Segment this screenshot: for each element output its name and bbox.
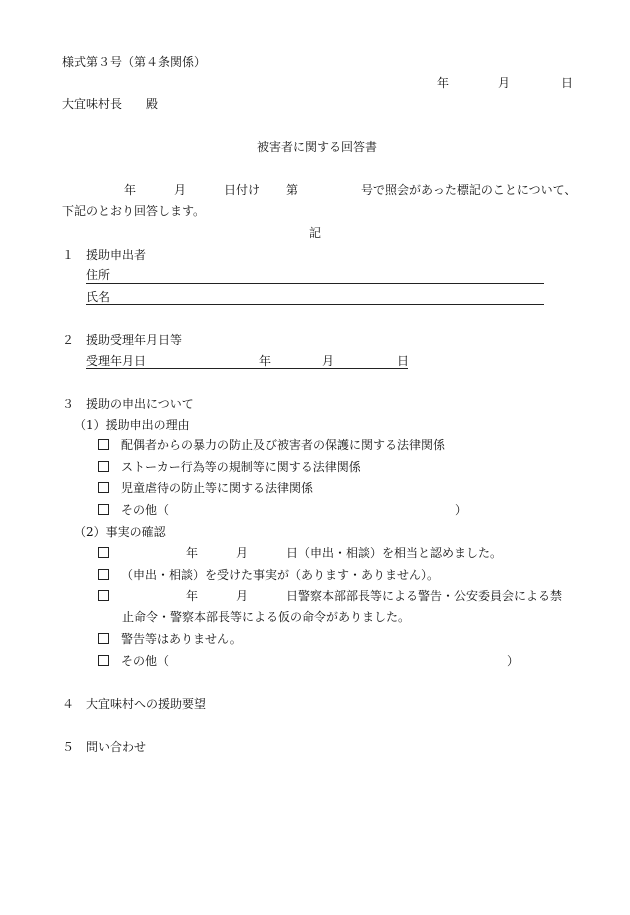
section-3-heading: ３ 援助の申出について (62, 397, 194, 411)
fact-item-5: その他（ (98, 654, 169, 668)
fact-other-close: ） (507, 654, 520, 668)
receipt-month: 月 (322, 354, 335, 368)
section-5-heading: ５ 問い合わせ (62, 740, 147, 754)
fact-3-line2: 止命令・警察本部長等による仮の命令がありました。 (122, 610, 411, 624)
reason-item: 児童虐待の防止等に関する法律関係 (98, 481, 313, 495)
receipt-day: 日 (397, 354, 410, 368)
intro-no-prefix: 第 (286, 183, 299, 197)
fact-1-year: 年 (186, 546, 199, 560)
fact-item-3 (98, 589, 121, 603)
date-month: 月 (498, 76, 511, 90)
section-2-heading: ２ 援助受理年月日等 (62, 333, 183, 347)
checkbox-icon[interactable] (98, 482, 109, 493)
fact-1-rest: 日（申出・相談）を相当と認めました。 (286, 546, 503, 560)
checkbox-icon[interactable] (98, 590, 109, 601)
fact-item-2: （申出・相談）を受けた事実が（あります・ありません）。 (98, 568, 439, 582)
receipt-date-underline (86, 368, 408, 369)
receipt-date-label: 受理年月日 (86, 354, 147, 368)
checkbox-icon[interactable] (98, 569, 109, 580)
intro-year: 年 (124, 183, 137, 197)
checkbox-icon[interactable] (98, 547, 109, 558)
ki-mark: 記 (309, 226, 322, 240)
document-title: 被害者に関する回答書 (257, 140, 378, 154)
reason-item: 配偶者からの暴力の防止及び被害者の保護に関する法律関係 (98, 438, 445, 452)
reason-other-close: ） (455, 503, 468, 517)
date-year: 年 (437, 76, 450, 90)
checkbox-icon[interactable] (98, 633, 109, 644)
checkbox-icon[interactable] (98, 655, 109, 666)
addressee: 大宜味村長 殿 (62, 97, 159, 111)
section-4-heading: ４ 大宜味村への援助要望 (62, 697, 207, 711)
name-underline (86, 304, 544, 305)
checkbox-icon[interactable] (98, 439, 109, 450)
fact-3-month: 月 (236, 589, 249, 603)
address-label: 住所 (86, 268, 111, 282)
reason-item: ストーカー行為等の規制等に関する法律関係 (98, 460, 361, 474)
reason-item: その他（ (98, 503, 169, 517)
fact-1-month: 月 (236, 546, 249, 560)
sub-1-heading: （1）援助申出の理由 (74, 418, 190, 432)
sub-2-heading: （2）事実の確認 (74, 525, 166, 539)
fact-item-1 (98, 546, 121, 560)
receipt-year: 年 (259, 354, 272, 368)
intro-line2: 下記のとおり回答します。 (62, 204, 206, 218)
section-1-heading: １ 援助申出者 (62, 248, 147, 262)
fact-item-4: 警告等はありません。 (98, 632, 242, 646)
address-underline (86, 283, 544, 284)
intro-month: 月 (174, 183, 187, 197)
checkbox-icon[interactable] (98, 461, 109, 472)
intro-line1-rest: 号で照会があった標記のことについて、 (361, 183, 577, 197)
fact-3-year: 年 (186, 589, 199, 603)
date-day: 日 (561, 76, 574, 90)
name-label: 氏名 (86, 290, 111, 304)
intro-day-given: 日付け (224, 183, 261, 197)
checkbox-icon[interactable] (98, 504, 109, 515)
fact-3-rest: 日警察本部部長等による警告・公安委員会による禁 (286, 589, 563, 603)
form-number: 様式第３号（第４条関係） (62, 55, 207, 69)
